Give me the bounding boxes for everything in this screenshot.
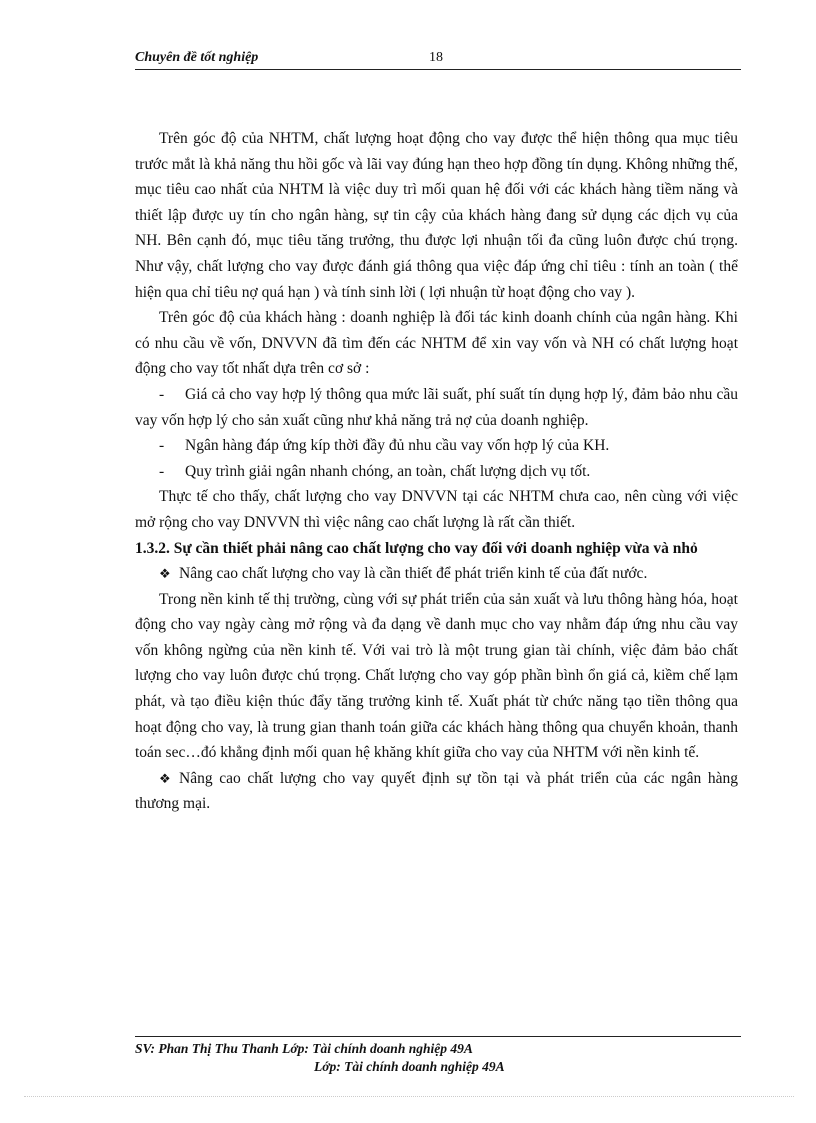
- list-item: [135, 459, 738, 485]
- header-title: Chuyên đề tốt nghiệp: [135, 50, 259, 65]
- footer-class-line: Lớp: Tài chính doanh nghiệp 49A: [314, 1059, 505, 1074]
- paragraph-reality: Thực tế cho thấy, chất lượng cho vay DNVVN tại các NHTM chưa cao, nên cùng với việc mở rộng cho vay DNVVN thì việc nâng cao chất lượng là rất cần thiết.: [135, 488, 738, 531]
- footer-student-line: SV: Phan Thị Thu Thanh Lớp: Tài chính doanh nghiệp 49A: [135, 1041, 473, 1056]
- dash-marker: -: [159, 462, 165, 480]
- bullet-item: [135, 561, 738, 587]
- bullet-item: [135, 766, 738, 817]
- page-header: [135, 49, 741, 70]
- page-number: 18: [429, 50, 443, 65]
- bullet-item-text: Nâng cao chất lượng cho vay quyết định sự tồn tại và phát triển của các ngân hàng thương mại.: [135, 769, 738, 813]
- paragraph-market-economy: Trong nền kinh tế thị trường, cùng với sự phát triển của sản xuất và lưu thông hàng hóa, hoạt động cho vay ngày càng mở rộng và đa dạng về danh mục cho vay nhằm đáp ứng nhu cầu vay vốn không ngừng của nền kinh tế. Với vai trò là một trung gian tài chính, việc đảm bảo chất lượng cho vay luôn được chú trọng. Chất lượng cho vay góp phần bình ổn giá cả, kiềm chế lạm phát, và tạo điều kiện thúc đẩy tăng trưởng kinh tế. Xuất phát từ chức năng tạo tiền thông qua hoạt động cho vay, là trung gian thanh toán giữa các khách hàng thông qua chuyển khoản, thanh toán sec…đó khẳng định mối quan hệ khăng khít giữa cho vay của NHTM với nền kinh tế.: [135, 590, 738, 762]
- list-item-text: Quy trình giải ngân nhanh chóng, an toàn, chất lượng dịch vụ tốt.: [185, 462, 591, 480]
- footer-rule: [135, 1036, 741, 1037]
- diamond-bullet-icon: ❖: [159, 566, 171, 582]
- list-item-text: Giá cả cho vay hợp lý thông qua mức lãi suất, phí suất tín dụng hợp lý, đảm bảo nhu cầu vay vốn hợp lý cho sản xuất cũng như khả năng trả nợ của doanh nghiệp.: [135, 385, 738, 429]
- page-footer: [135, 1040, 741, 1076]
- list-item-text: Ngân hàng đáp ứng kíp thời đầy đủ nhu cầu vay vốn hợp lý của KH.: [185, 437, 610, 455]
- paragraph-bank-perspective: Trên góc độ của NHTM, chất lượng hoạt động cho vay được thể hiện thông qua mục tiêu trước mắt là khả năng thu hồi gốc và lãi vay đúng hạn theo hợp đồng tín dụng. Không những thế, mục tiêu cao nhất của NHTM là việc duy trì mối quan hệ đối với các khách hàng tiềm năng và thiết lập được uy tín cho ngân hàng, sự tin cậy của khách hàng đang sử dụng các dịch vụ của NH. Bên cạnh đó, mục tiêu tăng trưởng, thu được lợi nhuận tối đa cũng luôn được chú trọng. Như vậy, chất lượng cho vay được đánh giá thông qua việc đáp ứng chỉ tiêu : tính an toàn ( thể hiện qua chỉ tiêu nợ quá hạn ) và tính sinh lời ( lợi nhuận từ hoạt động cho vay ).: [135, 130, 738, 301]
- bullet-item-text: Nâng cao chất lượng cho vay là cần thiết để phát triển kinh tế của đất nước.: [179, 565, 648, 583]
- paragraph-customer-perspective: Trên góc độ của khách hàng : doanh nghiệp là đối tác kinh doanh chính của ngân hàng. Khi có nhu cầu về vốn, DNVVN đã tìm đến các NHTM để xin vay vốn và NH có chất lượng hoạt động cho vay tốt nhất dựa trên cơ sở :: [135, 309, 738, 378]
- section-heading: 1.3.2. Sự cần thiết phải nâng cao chất lượng cho vay đối với doanh nghiệp vừa và nhỏ: [135, 539, 698, 557]
- diamond-bullet-icon: ❖: [159, 770, 171, 786]
- page-bottom-edge: [24, 1096, 794, 1097]
- list-item: [135, 433, 738, 459]
- dash-marker: -: [159, 385, 165, 403]
- dash-marker: -: [159, 437, 165, 455]
- list-item: [135, 382, 738, 433]
- document-body: [135, 126, 738, 817]
